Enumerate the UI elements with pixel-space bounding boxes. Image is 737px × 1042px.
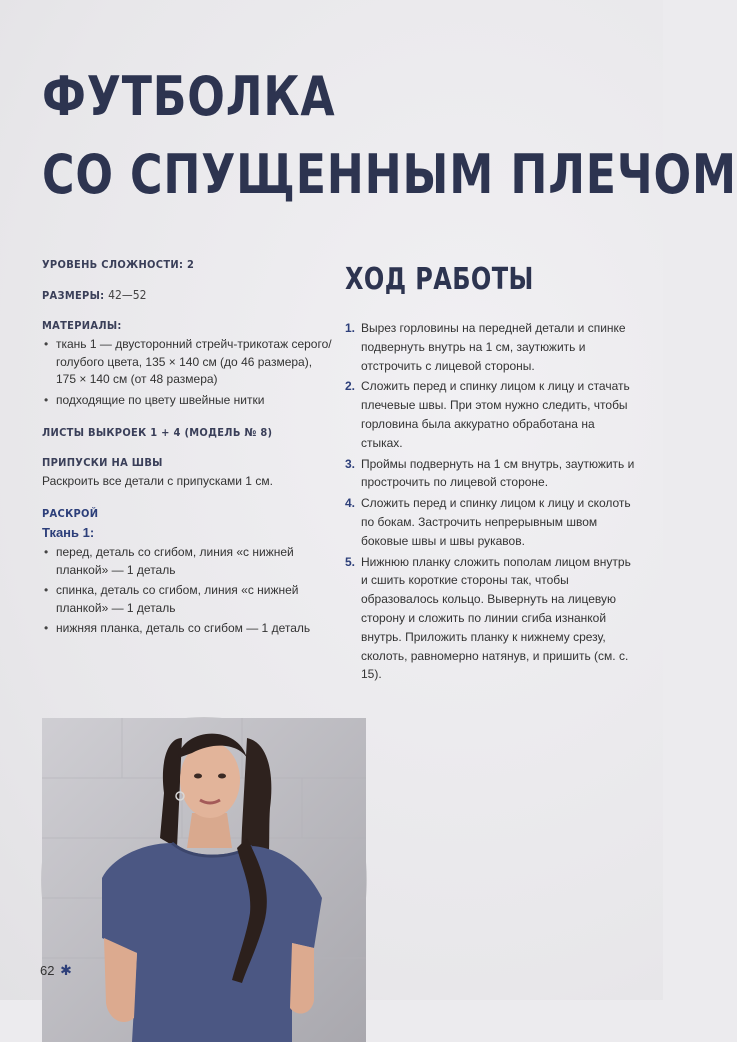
cutting-section	[42, 507, 332, 638]
fabric-label: Ткань 1:	[42, 525, 95, 540]
sizes-section	[42, 288, 332, 302]
step-item	[345, 319, 637, 375]
difficulty-section	[42, 258, 332, 271]
step-number: 5.	[345, 554, 356, 569]
asterisk-icon: ✱	[60, 962, 72, 978]
difficulty-label: УРОВЕНЬ СЛОЖНОСТИ:	[42, 258, 184, 271]
step-text: Сложить перед и спинку лицом к лицу и стачать плечевые швы. При этом нужно следить, чтобы горловина была аккуратно обработана на стыках.	[361, 379, 630, 450]
step-text: Проймы подвернуть на 1 см внутрь, заутюжить и прострочить по лицевой стороне.	[361, 456, 635, 490]
model-photo	[42, 718, 366, 1042]
step-text: Нижнюю планку сложить пополам лицом внутрь и сшить короткие стороны так, чтобы образовалось кольцо. Вывернуть на лицевую сторону и сложить по линии сгиба изнанкой внутрь. Приложить планку к нижнему срезу, сколоть, равномерно натянув, и пришить (см. с. 15).	[361, 554, 631, 682]
page-number-text: 62	[40, 963, 55, 978]
left-column	[42, 258, 332, 655]
patterns-section	[42, 426, 332, 439]
materials-section	[42, 319, 332, 409]
materials-label: МАТЕРИАЛЫ:	[42, 319, 122, 332]
work-heading: ХОД РАБОТЫ	[345, 262, 534, 297]
list-item: • нижняя планка, деталь со сгибом — 1 деталь	[42, 620, 332, 638]
step-number: 1.	[345, 321, 356, 335]
allowances-section	[42, 456, 332, 490]
allowances-text: Раскроить все детали с припусками 1 см.	[42, 474, 273, 488]
materials-list	[42, 336, 332, 409]
step-number: 4.	[345, 496, 356, 511]
step-item	[345, 455, 637, 493]
sizes-label: РАЗМЕРЫ:	[42, 289, 105, 302]
cutting-label: РАСКРОЙ	[42, 507, 99, 520]
title-line-2: СО СПУЩЕННЫМ ПЛЕЧОМ	[42, 143, 737, 206]
sizes-value: 42—52	[108, 288, 147, 302]
list-item: • перед, деталь со сгибом, линия «с нижней планкой» — 1 деталь	[42, 544, 332, 579]
allowances-label: ПРИПУСКИ НА ШВЫ	[42, 456, 163, 469]
step-number: 2.	[345, 379, 356, 394]
cutting-list	[42, 544, 332, 638]
difficulty-value: 2	[186, 258, 195, 271]
list-item: • ткань 1 — двусторонний стрейч-трикотаж серого/голубого цвета, 135 × 140 см (до 46 размера), 175 × 140 см (от 48 размера)	[42, 336, 332, 389]
step-item	[345, 553, 637, 685]
list-item: • подходящие по цвету швейные нитки	[42, 392, 332, 410]
step-item	[345, 377, 637, 452]
step-text: Сложить перед и спинку лицом к лицу и сколоть по бокам. Застрочить непрерывным швом боковые швы и швы рукавов.	[361, 496, 631, 548]
title-line-1: ФУТБОЛКА	[42, 65, 336, 128]
patterns-label: ЛИСТЫ ВЫКРОЕК 1 + 4 (МОДЕЛЬ № 8)	[42, 426, 273, 439]
steps-list	[345, 319, 637, 684]
model-illustration	[42, 718, 366, 1042]
list-item: • спинка, деталь со сгибом, линия «с нижней планкой» — 1 деталь	[42, 582, 332, 617]
step-text: Вырез горловины на передней детали и спинке подвернуть внутрь на 1 см, заутюжить и отстрочить с лицевой стороны.	[361, 321, 626, 373]
step-item	[345, 494, 637, 550]
page-number	[40, 962, 72, 979]
page-title	[42, 58, 737, 214]
step-number: 3.	[345, 456, 356, 471]
right-column	[345, 262, 637, 686]
